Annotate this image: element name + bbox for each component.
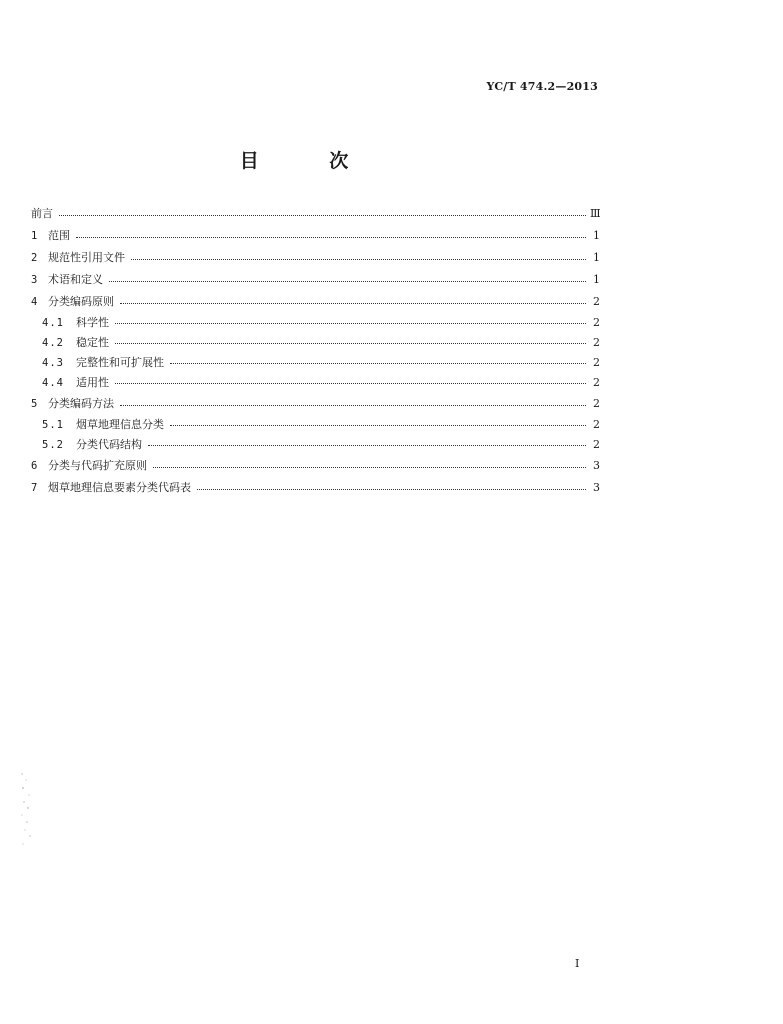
toc-entry[interactable] (31, 455, 600, 477)
toc-entry-title: 烟草地理信息分类 (76, 418, 164, 431)
toc-entry-number: 4 (31, 296, 38, 308)
toc-entry-title: 分类代码结构 (76, 438, 142, 451)
toc-entry[interactable] (31, 313, 600, 333)
toc-entry[interactable] (31, 269, 600, 291)
toc-entry-number: 5 (31, 398, 38, 410)
toc-entry-page: 3 (593, 481, 600, 494)
toc-entry-number: 5.1 (42, 419, 64, 431)
dot-leader (109, 280, 586, 282)
toc-entry[interactable] (31, 393, 600, 415)
toc-entry[interactable] (31, 477, 600, 499)
toc-entry[interactable] (31, 247, 600, 269)
dot-leader (170, 424, 586, 426)
toc-entry-page: 2 (593, 356, 600, 369)
toc-entry-title: 分类与代码扩充原则 (48, 459, 147, 472)
toc-entry-page: 1 (593, 273, 600, 286)
toc-entry-page: 2 (593, 316, 600, 329)
toc-entry-page: Ⅲ (590, 207, 601, 220)
toc-entry-number: 4.2 (42, 337, 64, 349)
toc-entry-title: 科学性 (76, 316, 109, 329)
toc-entry[interactable] (31, 225, 600, 247)
toc-entry[interactable] (31, 353, 600, 373)
dot-leader (153, 466, 586, 468)
toc-entry[interactable] (31, 291, 600, 313)
toc-entry[interactable] (31, 333, 600, 353)
toc-entry-number: 3 (31, 274, 38, 286)
toc-entry-page: 1 (593, 229, 600, 242)
toc-entry-number: 5.2 (42, 439, 64, 451)
toc-entry-page: 2 (593, 438, 600, 451)
standard-code: YC/T 474.2—2013 (486, 80, 598, 93)
dot-leader (115, 342, 586, 344)
toc-entry-number: 6 (31, 460, 38, 472)
toc-entry-number: 4.1 (42, 317, 64, 329)
dot-leader (120, 404, 586, 406)
page-title: 目 次 (239, 150, 381, 172)
toc-entry[interactable] (31, 415, 600, 435)
scan-speckle-marks (20, 770, 34, 850)
toc-entry-page: 2 (593, 336, 600, 349)
toc-entry-title: 适用性 (76, 376, 109, 389)
toc-entry-number: 4.3 (42, 357, 64, 369)
toc-entry-page: 2 (593, 295, 600, 308)
dot-leader (148, 444, 586, 446)
toc-entry-title: 分类编码方法 (48, 397, 114, 410)
dot-leader (120, 302, 586, 304)
toc-entry-page: 3 (593, 459, 600, 472)
toc-entry-title: 稳定性 (76, 336, 109, 349)
toc-entry-title: 分类编码原则 (48, 295, 114, 308)
toc-entry[interactable] (31, 435, 600, 455)
toc-entry[interactable] (31, 203, 600, 225)
toc-entry-number: 7 (31, 482, 38, 494)
toc-entry-page: 2 (593, 376, 600, 389)
dot-leader (76, 236, 586, 238)
toc-entry-page: 1 (593, 251, 600, 264)
toc-entry-page: 2 (593, 397, 600, 410)
toc-entry-title: 术语和定义 (48, 273, 103, 286)
toc-entry-number: 4.4 (42, 377, 64, 389)
footer-page-number: I (575, 957, 580, 970)
toc-entry[interactable] (31, 373, 600, 393)
dot-leader (59, 214, 586, 216)
dot-leader (197, 488, 586, 490)
toc-entry-title: 前言 (31, 207, 53, 220)
dot-leader (170, 362, 586, 364)
table-of-contents (31, 203, 600, 499)
toc-entry-page: 2 (593, 418, 600, 431)
toc-entry-title: 完整性和可扩展性 (76, 356, 164, 369)
dot-leader (115, 322, 586, 324)
toc-entry-title: 范围 (48, 229, 70, 242)
dot-leader (115, 382, 586, 384)
toc-entry-number: 2 (31, 252, 38, 264)
dot-leader (131, 258, 586, 260)
toc-entry-title: 烟草地理信息要素分类代码表 (48, 481, 191, 494)
toc-entry-number: 1 (31, 230, 38, 242)
toc-entry-title: 规范性引用文件 (48, 251, 125, 264)
